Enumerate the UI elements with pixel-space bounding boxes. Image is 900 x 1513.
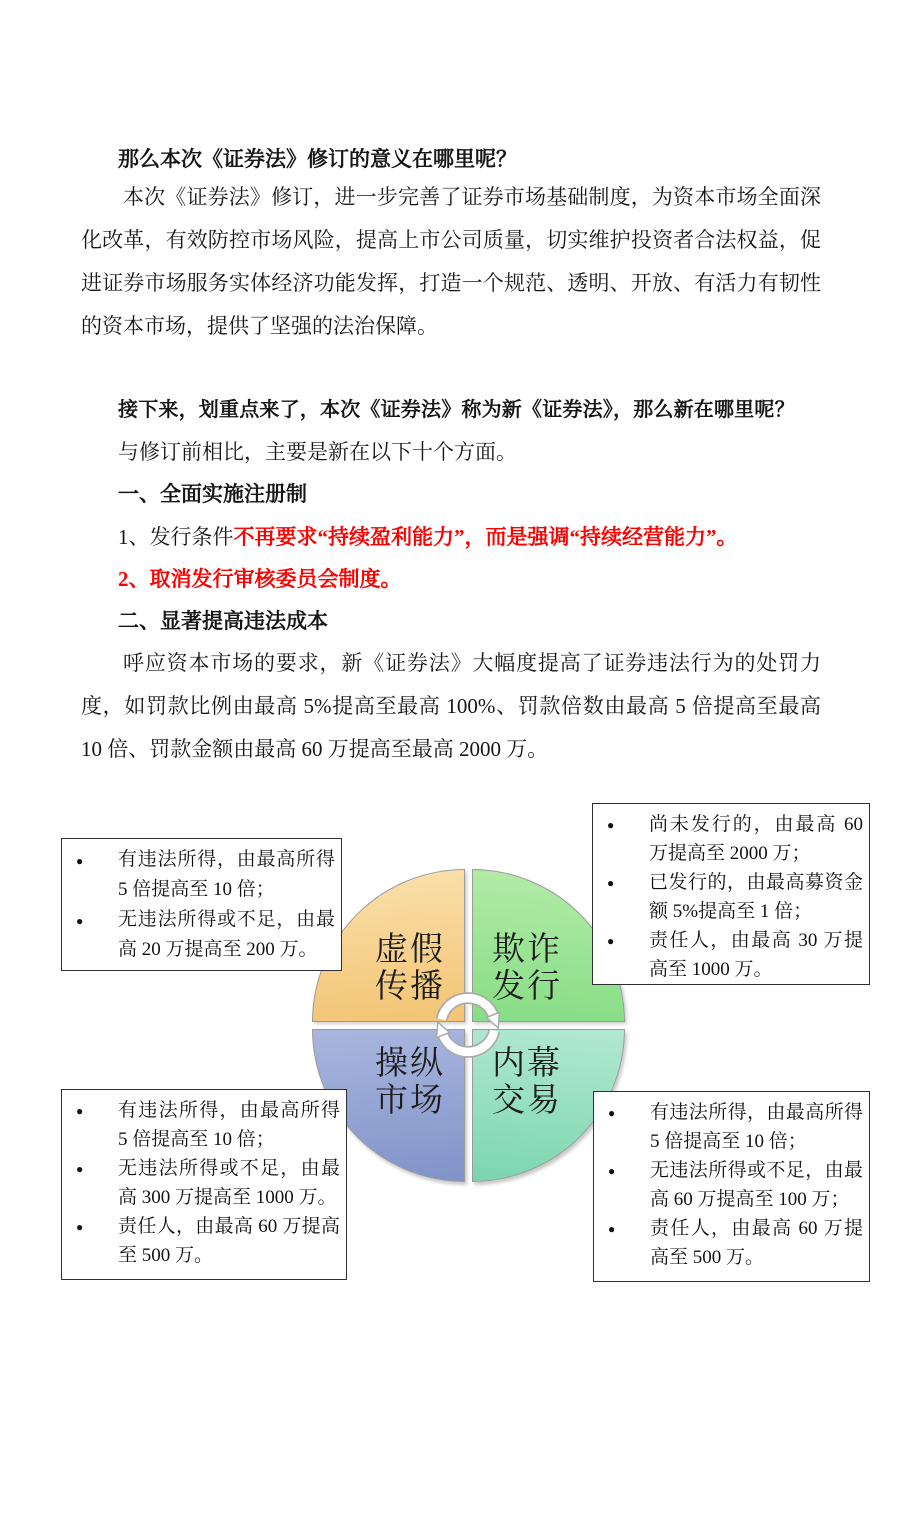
bullet-icon: ● bbox=[76, 1162, 84, 1176]
section2-title: 二、显著提高违法成本 bbox=[118, 610, 328, 633]
label-line: 虚假 bbox=[375, 932, 445, 968]
callout-text: 有违法所得，由最高所得 5 倍提高至 10 倍； bbox=[118, 1100, 340, 1150]
bullet-icon: ● bbox=[76, 1220, 84, 1234]
intro-line: 与修订前相比，主要是新在以下十个方面。 bbox=[118, 440, 517, 464]
section2-para: 呼应资本市场的要求，新《证券法》大幅度提高了证券违法行为的处罚力度，如罚款比例由最高 5%提高至最高 100%、罚款倍数由最高 5 倍提高至最高 10 倍、罚款金额由最高 60 万提高至最高 2000 万。 bbox=[81, 651, 821, 761]
callout-text: 尚未发行的，由最高 60 万提高至 2000 万； bbox=[649, 814, 863, 864]
bullet-icon: ● bbox=[607, 876, 615, 890]
rotation-arrows-icon bbox=[418, 975, 518, 1075]
callout-item bbox=[76, 845, 335, 905]
label-line: 发行 bbox=[492, 969, 562, 1005]
para-significance: 本次《证券法》修订，进一步完善了证券市场基础制度，为资本市场全面深化改革，有效防控市场风险，提高上市公司质量，切实维护投资者合法权益，促进证券市场服务实体经济功能发挥，打造一个规范、透明、开放、有活力有韧性的资本市场，提供了坚强的法治保障。 bbox=[81, 185, 821, 338]
bullet-icon: ● bbox=[76, 914, 84, 928]
section1-item-1 bbox=[81, 516, 858, 559]
callout-item bbox=[607, 926, 863, 984]
callout-item bbox=[608, 1098, 863, 1156]
bullet-icon: ● bbox=[607, 934, 615, 948]
callout-text: 无违法所得或不足，由最高 60 万提高至 100 万； bbox=[650, 1160, 863, 1210]
callout-item bbox=[76, 905, 335, 965]
bullet-icon: ● bbox=[76, 854, 84, 868]
callout-text: 已发行的，由最高募资金额 5%提高至 1 倍； bbox=[649, 872, 863, 922]
section1-title: 一、全面实施注册制 bbox=[118, 483, 307, 506]
bullet-icon: ● bbox=[608, 1222, 616, 1236]
item1-red-text: 不再要求“持续盈利能力”，而是强调“持续经营能力”。 bbox=[233, 525, 738, 549]
callout-item bbox=[607, 868, 863, 926]
callout-text: 有违法所得，由最高所得 5 倍提高至 10 倍； bbox=[118, 849, 335, 900]
callout-text: 无违法所得或不足，由最高 300 万提高至 1000 万。 bbox=[118, 1158, 340, 1208]
callout-text: 责任人，由最高 60 万提高至 500 万。 bbox=[118, 1216, 340, 1266]
label-line: 市场 bbox=[375, 1083, 445, 1119]
callout-text: 有违法所得，由最高所得 5 倍提高至 10 倍； bbox=[650, 1102, 863, 1152]
label-line: 内幕 bbox=[492, 1046, 562, 1082]
bullet-icon: ● bbox=[608, 1164, 616, 1178]
callout-item bbox=[608, 1156, 863, 1214]
label-line: 操纵 bbox=[375, 1046, 445, 1082]
callout-box-insider-trading bbox=[593, 1091, 870, 1282]
callout-text: 责任人，由最高 30 万提高至 1000 万。 bbox=[649, 930, 863, 980]
callout-text: 责任人，由最高 60 万提高至 500 万。 bbox=[650, 1218, 863, 1268]
callout-item bbox=[76, 1212, 340, 1270]
item1-black-text: 1、发行条件 bbox=[118, 525, 234, 549]
callout-box-fraud-issuance bbox=[592, 803, 870, 985]
heading-highlights: 接下来，划重点来了，本次《证券法》称为新《证券法》，那么新在哪里呢？ bbox=[118, 399, 795, 421]
callout-box-market-manipulation bbox=[61, 1089, 347, 1280]
bullet-icon: ● bbox=[607, 818, 615, 832]
callout-item bbox=[607, 810, 863, 868]
callout-text: 无违法所得或不足，由最高 20 万提高至 200 万。 bbox=[118, 909, 335, 960]
callout-item bbox=[76, 1154, 340, 1212]
bullet-icon: ● bbox=[608, 1106, 616, 1120]
label-line: 交易 bbox=[492, 1083, 562, 1119]
label-line: 欺诈 bbox=[492, 932, 562, 968]
bullet-icon: ● bbox=[76, 1104, 84, 1118]
callout-box-fake-spread bbox=[61, 838, 342, 971]
heading-significance: 那么本次《证券法》修订的意义在哪里呢？ bbox=[118, 148, 517, 171]
callout-item bbox=[608, 1214, 863, 1272]
label-line: 传播 bbox=[375, 969, 445, 1005]
section1-item-2: 2、取消发行审核委员会制度。 bbox=[118, 567, 402, 591]
callout-item bbox=[76, 1096, 340, 1154]
